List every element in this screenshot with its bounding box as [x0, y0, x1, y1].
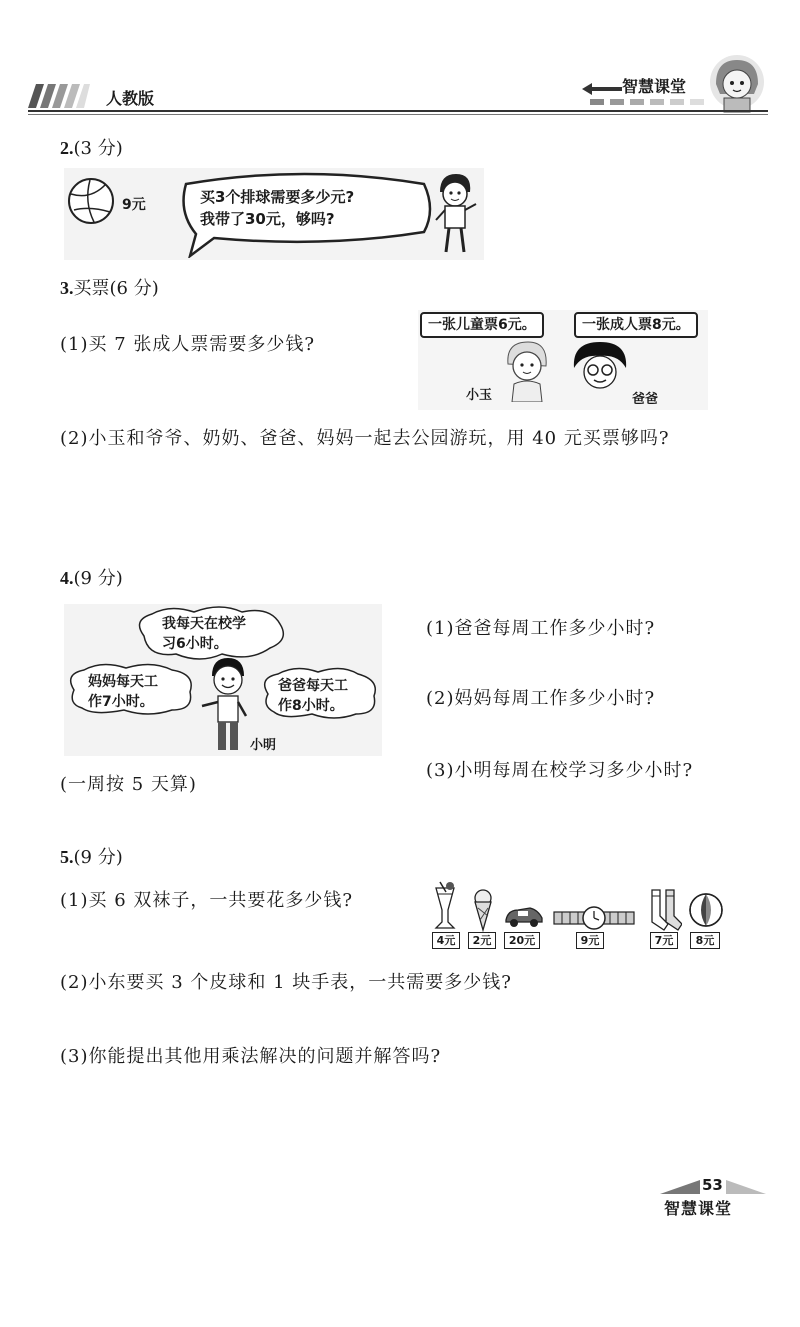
q3-sub1: (1)买 7 张成人票需要多少钱? — [60, 334, 316, 355]
q2-number: 2. — [60, 138, 74, 158]
dad-icon — [568, 338, 632, 402]
price-tag-drink: 4元 — [432, 932, 460, 949]
toy-car-icon — [504, 904, 544, 928]
q5-sub3: (3)你能提出其他用乘法解决的问题并解答吗? — [60, 1046, 442, 1067]
q5-items — [428, 876, 728, 952]
price-tag-car: 20元 — [504, 932, 540, 949]
header-dashes-icon — [590, 98, 710, 106]
q4-dad-line2: 作8小时。 — [278, 698, 344, 714]
ball-icon — [688, 892, 724, 928]
socks-icon — [648, 888, 682, 932]
q4-illustration — [64, 604, 382, 756]
ball-price: 9元 — [122, 197, 146, 213]
q5-heading — [60, 843, 123, 869]
q4-boy-bubble — [162, 614, 246, 654]
q5-number: 5. — [60, 847, 74, 867]
q3-illustration — [418, 310, 708, 410]
arrow-icon — [582, 82, 622, 96]
q5-sub1: (1)买 6 双袜子，一共要花多少钱? — [60, 890, 354, 911]
header-stripes-icon — [28, 84, 90, 108]
q2-bubble — [200, 186, 354, 230]
q4-dad-line1: 爸爸每天工 — [278, 678, 348, 694]
page-number: 53 — [702, 1176, 723, 1194]
q5-score: (9 分) — [73, 847, 123, 868]
q4-mom-line1: 妈妈每天工 — [88, 674, 158, 690]
q3-number: 3. — [60, 278, 74, 298]
ice-cream-icon — [472, 888, 494, 932]
drink-icon — [432, 880, 458, 932]
header-brand: 智慧课堂 — [622, 77, 687, 96]
volleyball-icon — [66, 176, 116, 226]
name-xiaoming: 小明 — [250, 738, 277, 753]
q4-sub3: (3)小明每周在校学习多少小时? — [426, 760, 694, 781]
q4-mom-line2: 作7小时。 — [88, 694, 154, 710]
footer-triangle-left-icon — [660, 1178, 700, 1194]
mascot-girl-icon — [706, 54, 768, 114]
footer-brand: 智慧课堂 — [664, 1199, 733, 1218]
q4-score: (9 分) — [73, 568, 123, 589]
name-xiaoyu: 小玉 — [466, 388, 493, 403]
price-tag-ice-cream: 2元 — [468, 932, 496, 949]
q4-sub2: (2)妈妈每周工作多少小时? — [426, 688, 656, 709]
q4-mom-bubble — [88, 672, 158, 712]
name-dad: 爸爸 — [632, 392, 659, 407]
q4-heading — [60, 564, 123, 590]
q4-note: (一周按 5 天算) — [60, 774, 197, 795]
boy-icon — [430, 170, 478, 258]
edition-label: 人教版 — [106, 89, 155, 108]
footer-triangle-right-icon — [726, 1178, 766, 1194]
watch-icon — [552, 906, 636, 930]
price-tag-watch: 9元 — [576, 932, 604, 949]
child-ticket-bubble: 一张儿童票6元。 — [420, 312, 544, 338]
q2-illustration — [64, 168, 484, 260]
adult-ticket-bubble: 一张成人票8元。 — [574, 312, 698, 338]
q4-boy-line1: 我每天在校学 — [162, 616, 246, 632]
q5-sub2: (2)小东要买 3 个皮球和 1 块手表，一共需要多少钱? — [60, 972, 512, 993]
q4-dad-bubble — [278, 676, 348, 716]
girl-xiaoyu-icon — [502, 338, 552, 402]
q2-heading — [60, 134, 123, 160]
price-tag-socks: 7元 — [650, 932, 678, 949]
q2-score: (3 分) — [73, 138, 123, 159]
q4-number: 4. — [60, 568, 74, 588]
q3-title: 买票(6 分) — [73, 278, 159, 299]
boy-xiaoming-icon — [198, 654, 258, 754]
q3-sub2: (2)小玉和爷爷、奶奶、爸爸、妈妈一起去公园游玩，用 40 元买票够吗? — [60, 428, 670, 449]
q2-bubble-line2: 我带了30元，够吗? — [200, 210, 335, 228]
price-tag-ball: 8元 — [690, 932, 720, 949]
header-rule-thin — [28, 114, 768, 115]
header-rule — [28, 110, 768, 112]
q2-bubble-line1: 买3个排球需要多少元? — [200, 188, 355, 206]
q3-heading — [60, 274, 159, 300]
q4-sub1: (1)爸爸每周工作多少小时? — [426, 618, 656, 639]
q4-boy-line2: 习6小时。 — [162, 636, 228, 652]
